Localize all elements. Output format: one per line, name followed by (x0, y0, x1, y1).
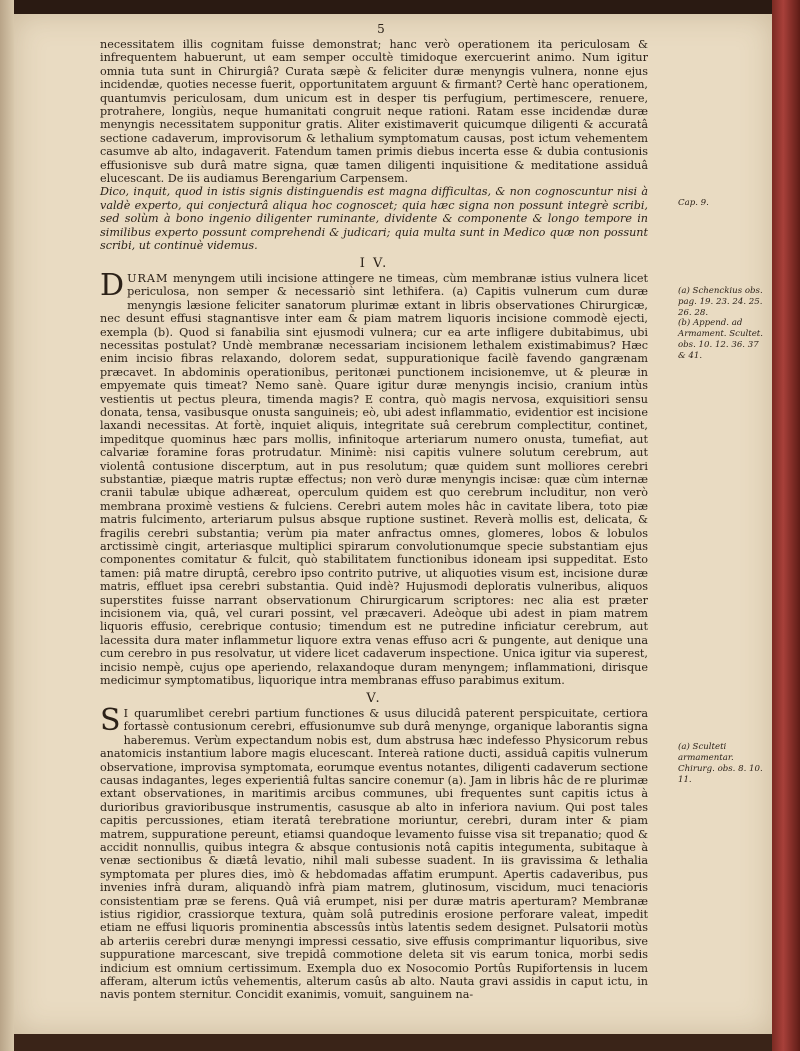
scan-bottom-edge (14, 1034, 772, 1051)
section-iv-lead: URAM (127, 271, 169, 285)
section-v-lead: I (123, 706, 129, 720)
section-heading-iv: I V. (359, 255, 389, 271)
section-v-paragraph (100, 702, 648, 1002)
dropcap-d: D (100, 267, 125, 303)
margin-note-a-v: (a) Sculteti armamentar. Chirurg. obs. 8. 10. 11. (678, 742, 763, 785)
intro-paragraph: necessitatem illis cognitam fuisse demonstrat; hanc verò operationem ita periculosam & infrequentem habuerunt, ut eam semper occultè timidoque exercuerint animo. Num igitur omnia tuta sunt in Chirurgiâ? Curata sæpè & feliciter duræ menyngis vulnera, nonne ejus incidendæ, quoties necesse fuerit, opportunitatem arguunt & firmant? Certè hanc operationem, quantumvis periculosam, dum unicum est in desper tis perfugium, pertimescere, renuere, protrahere, longiùs, neque humanitati congruit neque rationi. Ratam esse incidendæ duræ menyngis necessitatem supponitur gratis. Aliter existimaverit quicumque diligenti & accuratâ sectione cadaverum, improvisorum & lethalium symptomatum causas, post ictum vehementem casumve ab alto, indagaverit. Fatendum tamen primis diebus incerta esse & dubia contusionis effusionisve sub durâ matre signa, quæ tamen diligenti inquisitione & meditatione assiduâ elucescant. De iis audiamus Berengarium Carpensem. (100, 38, 648, 186)
scan-left-edge (0, 0, 14, 1051)
berengarius-quote: Dico, inquit, quod in istis signis distinguendis est magna difficultas, & non cognoscuntur nisi à valdè experto, qui conjecturâ aliqua hoc cognoscet; quia hæc signa non possunt integrè scribi, sed solùm à bono ingenio diligenter ruminante, dividente & componente & longo tempore in similibus experto possunt comprehendi & judicari; quia multa sunt in Medico quæ non possunt scribi, ut continuè videmus. (100, 185, 648, 253)
margin-note-chapter: Cap. 9. (678, 198, 709, 208)
dropcap-s: S (100, 702, 121, 738)
section-heading-v: V. (366, 690, 382, 706)
margin-note-a-iv: (a) Schenckius obs. pag. 19. 23. 24. 25. 26. 28. (678, 286, 763, 318)
margin-note-b-iv: (b) Append. ad Armament. Scultet. obs. 10. 12. 36. 37 & 41. (678, 318, 763, 361)
page-number: 5 (377, 22, 385, 36)
section-v-text: quarumlibet cerebri partium functiones & usus dilucidâ paterent perspicuitate, certiora fortassè contusionum cerebri, effusionumve sub durâ menynge, organique laborantis signa haberemus. Verùm expectandum nobis est, dum abstrusa hæc indefesso Physicorum rebus anatomicis instantium labore magis elucescant. Intereà ratione ducti, assiduâ capitis vulnerum observatione, improvisa symptomata, eorumque eventus notantes, diligenti cadaverum sectione causas indagantes, leges experientiâ fultas sancire conemur (a). Jam in libris hâc de re plurimæ extant observationes, in maritimis arcibus communes, ubi frequentes sunt capitis ictus à durioribus gravioribusque instrumentis, casusque ab alto in inferiora navium. Qui post tales capitis percussiones, etiam iteratâ terebratione moriuntur, cerebri, duram inter & piam matrem, suppuratione pereunt, etiamsi quandoque levamento fuisse visa sit trepanatio; quod & accidit nonnullis, quibus integra & absque contusionis notâ capitis integumenta, subitaque à venæ sectionibus & diætâ levatio, nihil mali subesse suadent. In iis gravissima & lethalia symptomata per plures dies, imò & hebdomadas affatim erumpunt. Apertis cadaveribus, pus invenies infrà duram, aliquandò infrà piam matrem, glutinosum, viscidum, muci tenacioris consistentiam præ se ferens. Quâ viâ erumpet, nisi per duræ matris aperturam? Membranæ istius rigidior, crassiorque textura, quàm solâ putredinis erosione perforare valeat, impedit etiam ne effusi liquoris prominentia abscessûs intùs latentis sedem designet. Pulsatorii motùs ab arteriis cerebri duræ menyngi impressi cessatio, sive effusis comprimantur liquoribus, sive suppuratione marcescant, sive trepidâ commotione deleta sit vis earum tonica, morbi sedis indicium est omnium certissimum. Exempla duo ex Nosocomio Portûs Rupifortensis in lucem afferam, alterum ictûs vehementis, alterum casûs ab alto. Nauta gravi assidis in caput ictu, in navis pontem sternitur. Concidit exanimis, vomuit, sanguinem na- (100, 706, 648, 1002)
section-iv-paragraph (100, 267, 648, 688)
section-iv-text: menyngem utili incisione attingere ne timeas, cùm membranæ istius vulnera licet periculosa, non semper & necessariò sint lethifera. (a) Capitis vulnerum cum duræ menyngis læsione feliciter sanatorum plurimæ extant in libris observationes Chirurgicæ, nec desunt effusi stagnantisve inter eam & piam matrem liquoris incisione commodè ejecti, exempla (b). Quod si fanabilia sint ejusmodi vulnera; cur ea arte infligere dubitabimus, ubi necessitas postulat? Undè membranæ necessariam incisionem lethalem existimabimus? Hæc enim incisio fibras relaxando, dolorem sedat, suppurationique facilè favendo gangrænam præcavet. In abdominis operationibus, peritonæi punctionem incisionemve, ut & pleuræ in empyemate quis timeat? Nemo sanè. Quare igitur duræ menyngis incisio, cranium intùs vestientis ut pectus pleura, timenda magis? E contra, quò magis nervosa, exquisitiori sensu donata, tensa, vasibusque onusta sanguineis; eò, ubi adest inflammatio, evidentior est incisione laxandi necessitas. At fortè, inquiet aliquis, integritate suâ cerebrum complectitur, continet, impeditque quominus hæc pars mollis, infinitoque arteriarum numero onusta, tumefiat, aut calvariæ foramine foras protrudatur. Minimè: nisi capitis vulnere solutum cerebrum, aut violentâ contusione discerptum, aut in pus resolutum; quæ quidem sunt molliores cerebri substantiæ, piæque matris ruptæ effectus; non verò duræ menyngis incisæ: quæ cùm internæ cranii tabulæ ubique adhæreat, operculum quidem est quo cerebrum includitur, non verò membrana proximè vestiens & fulciens. Cerebri autem moles hâc in cavitate libera, toto piæ matris fulcimento, arteriarum pulsus absque ruptione sustinet. Reverà mollis est, delicata, & fragilis cerebri substantia; verùm pia mater anfractus omnes, glomeres, lobos & lobulos arctissimè cingit, arteriasque multiplici spirarum convolutionumque specie substantiam ejus componentes comitatur & fulcit, quò stabilitatem functionibus idoneam ipsi suppeditat. Esto tamen: piâ matre diruptâ, cerebro ipso contrito putrive, ut aliquoties visum est, incisione duræ matris, effluet ipsa cerebri substantia. Quid indè? Hujusmodi deploratis vulneribus, aliquos superstites fuisse narrant observationum Chirurgicarum scriptores: nec alia est præter incisionem via, quâ, vel curari possint, vel præcaveri. Adeòque ubi adest in piam matrem liquoris effusio, cerebrique contusio; timendum est ne putredine inficiatur cerebrum, aut lacessita dura mater inflammetur liquore extra venas effuso acri & pungente, aut denique una cum cerebro in pus resolvatur, ut videre licet cadaverum inspectione. Unica igitur via superest, incisio nempè, cujus ope aperiendo, relaxandoque duram menyngem; inflammationi, dirisque medicimur symptomatibus, liquorique intra membranas effuso parabimus exitum. (100, 271, 648, 688)
book-cover-edge (772, 0, 800, 1051)
main-text-block (100, 38, 648, 1002)
